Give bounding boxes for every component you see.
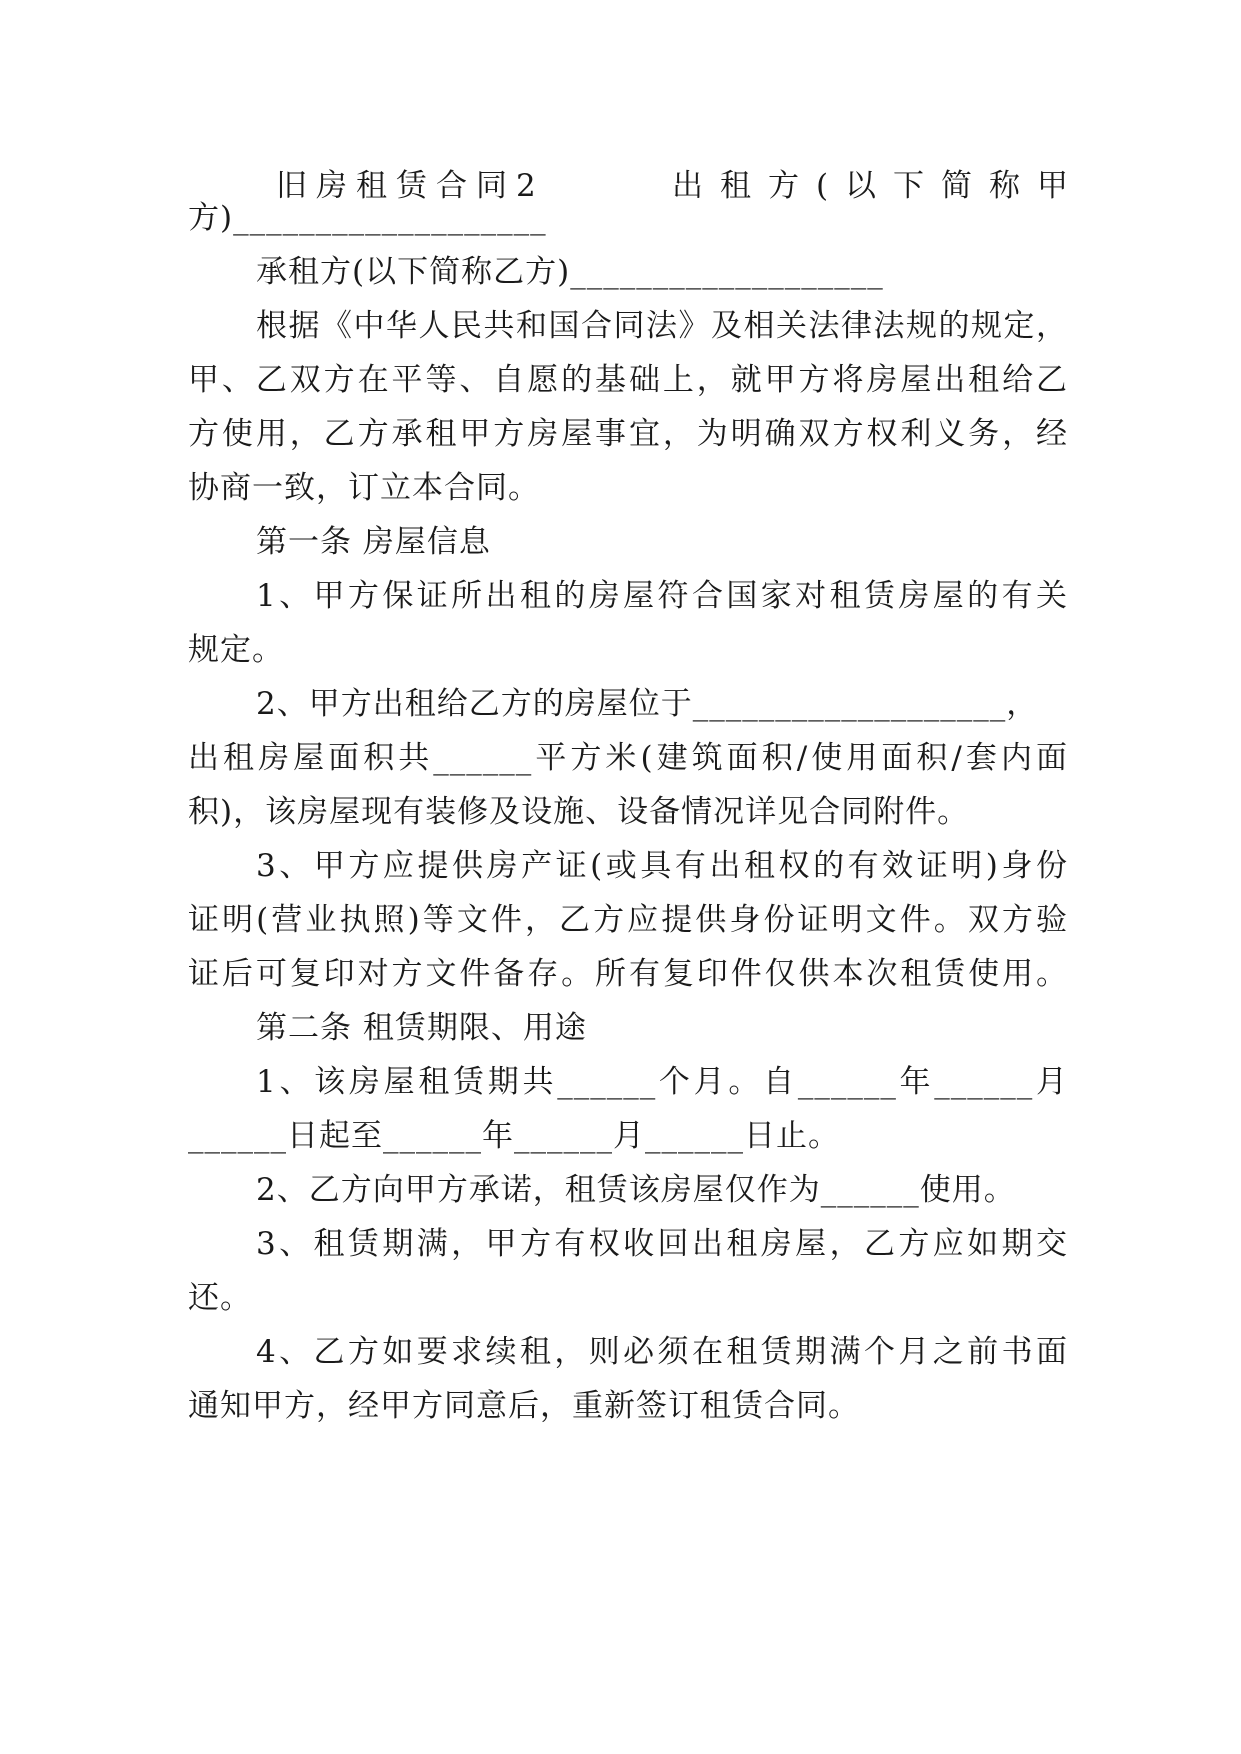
article-2-clause-3-line-1: 3、租赁期满，甲方有权收回出租房屋，乙方应如期交 xyxy=(256,1226,1068,1262)
preamble-line-1: 根据《中华人民共和国合同法》及相关法律法规的规定， xyxy=(256,308,1068,344)
article-1-clause-3-line-1: 3、甲方应提供房产证(或具有出租权的有效证明)身份 xyxy=(256,848,1068,884)
article-2-clause-3-line-2: 还。 xyxy=(188,1280,252,1316)
article-1-clause-2-line-2: 出租房屋面积共______平方米(建筑面积/使用面积/套内面 xyxy=(188,740,1068,776)
document-title: 旧房租赁合同2 xyxy=(276,168,545,204)
article-1-clause-1-line-2: 规定。 xyxy=(188,632,284,668)
preamble-line-3: 方使用，乙方承租甲方房屋事宜，为明确双方权利义务，经 xyxy=(188,416,1068,452)
preamble-line-2: 甲、乙双方在平等、自愿的基础上，就甲方将房屋出租给乙 xyxy=(188,362,1068,398)
article-2-clause-1-line-1: 1、该房屋租赁期共______个月。自______年______月 xyxy=(256,1064,1068,1100)
article-2-heading: 第二条 租赁期限、用途 xyxy=(256,1010,587,1046)
lessor-label-end: 方)___________________ xyxy=(188,200,547,236)
article-1-clause-2-line-3: 积)，该房屋现有装修及设施、设备情况详见合同附件。 xyxy=(188,794,970,830)
article-2-clause-1-line-2: ______日起至______年______月______日止。 xyxy=(188,1118,840,1154)
article-1-heading: 第一条 房屋信息 xyxy=(256,524,491,560)
article-2-clause-4-line-2: 通知甲方，经甲方同意后，重新签订租赁合同。 xyxy=(188,1388,860,1424)
article-1-clause-2-line-1: 2、甲方出租给乙方的房屋位于___________________， xyxy=(256,686,1039,722)
article-2-clause-2: 2、乙方向甲方承诺，租赁该房屋仅作为______使用。 xyxy=(256,1172,1016,1208)
preamble-line-4: 协商一致，订立本合同。 xyxy=(188,470,540,506)
article-1-clause-3-line-2: 证明(营业执照)等文件，乙方应提供身份证明文件。双方验 xyxy=(188,902,1068,938)
lessee-label: 承租方(以下简称乙方)___________________ xyxy=(256,254,884,290)
lessor-label-start: 出租方(以下简称甲 xyxy=(672,168,1068,204)
article-2-clause-4-line-1: 4、乙方如要求续租，则必须在租赁期满个月之前书面 xyxy=(256,1334,1068,1370)
article-1-clause-1-line-1: 1、甲方保证所出租的房屋符合国家对租赁房屋的有关 xyxy=(256,578,1068,614)
article-1-clause-3-line-3: 证后可复印对方文件备存。所有复印件仅供本次租赁使用。 xyxy=(188,956,1068,992)
